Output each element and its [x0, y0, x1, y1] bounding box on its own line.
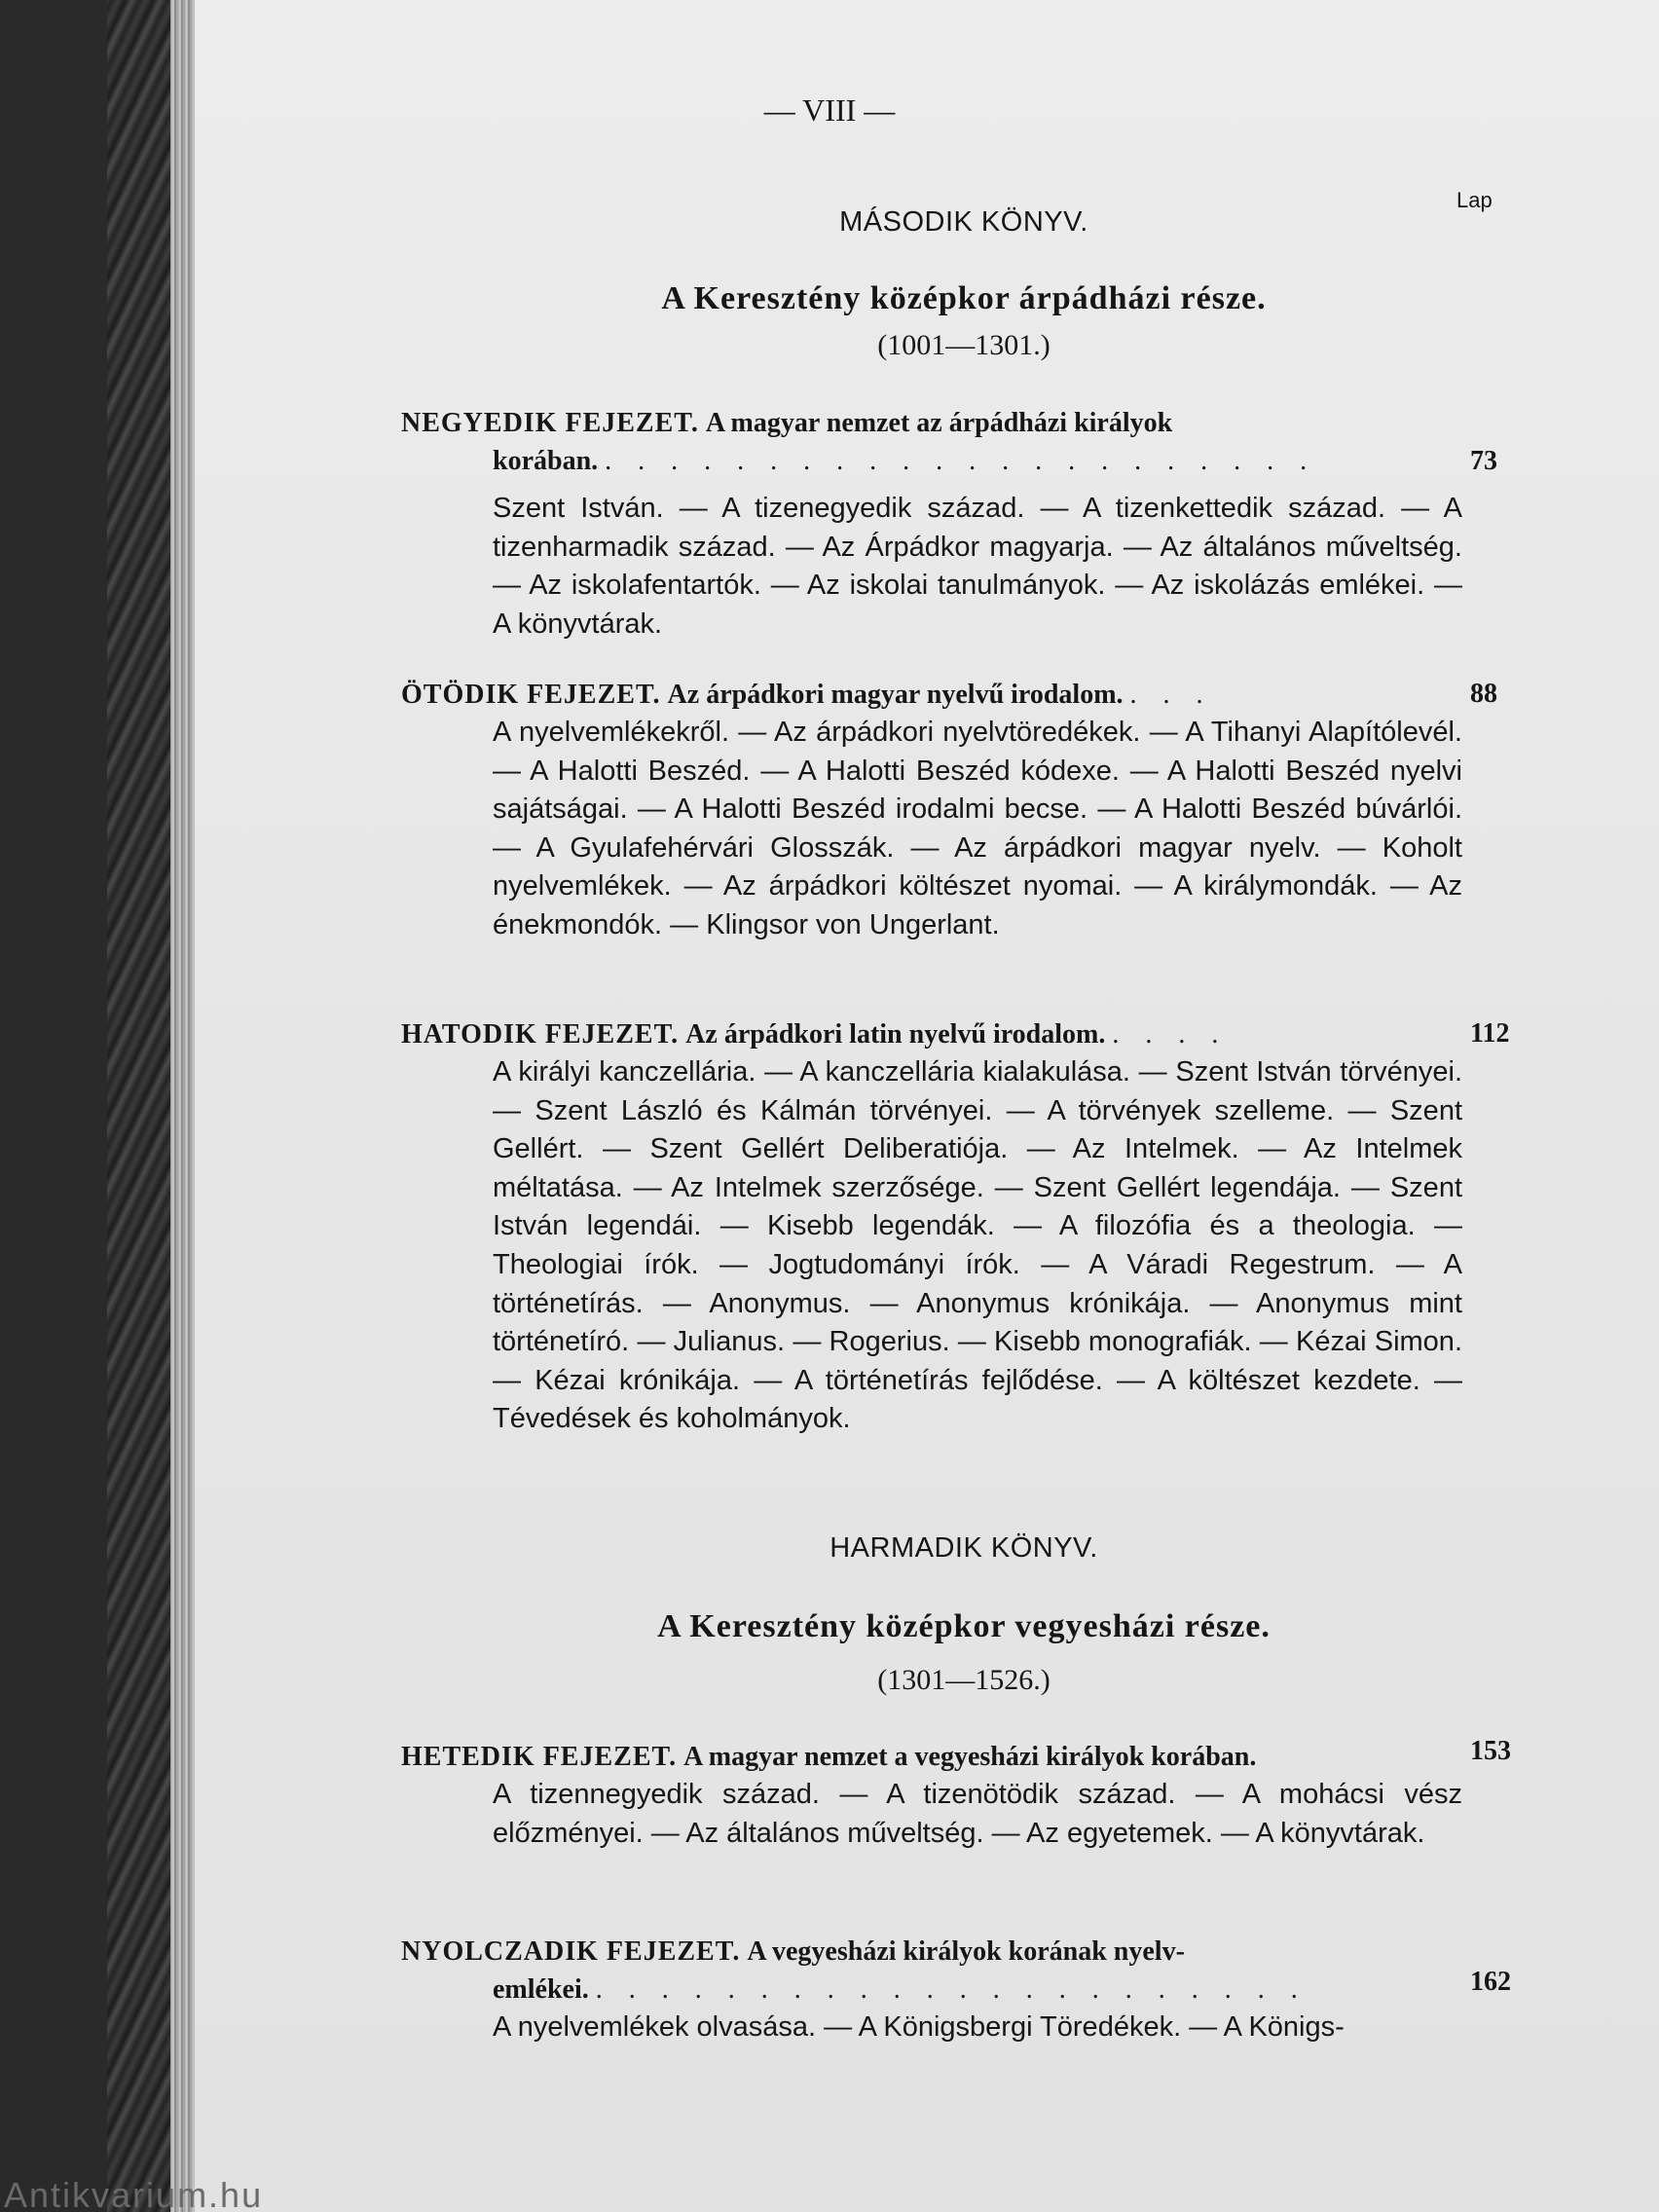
book-heading-3: HARMADIK KÖNYV. [830, 1532, 1098, 1564]
chapter-4-heading [401, 404, 1462, 480]
page-number: — VIII — [763, 92, 896, 128]
lap-label: Lap [1456, 188, 1493, 212]
chapter-8-heading [401, 1933, 1462, 2009]
book-title-2: A Keresztény középkor árpádházi része. [661, 280, 1267, 316]
chapter-8-title-cont: emlékei. [493, 1974, 589, 2005]
chapter-4-page: 73 [1470, 446, 1497, 476]
chapter-6-label: HATODIK FEJEZET. [401, 1019, 680, 1050]
book-years-2: (1001—1301.) [877, 329, 1051, 361]
chapter-7-title: A magyar nemzet a vegyesházi királyok korában. [683, 1742, 1257, 1772]
chapter-6-contents: A királyi kanczellária. — A kanczellária kialakulása. — Szent István törvényei. — Szent László és Kálmán törvényei. — A törvények szelleme. — Szent Gellért. — Szent Gellért Deliberatiója. — Az Intelmek. — Az Intelmek méltatása. — Az Intelmek szerzősége. — Szent Gellért legendája. — Szent István legendái. — Kisebb legendák. — A filozófia és a theologia. — Theologiai írók. — Jogtudományi írók. — A Váradi Regestrum. — A történetírás. — Anonymus. — Anonymus krónikája. — Anonymus mint történetíró. — Julianus. — Rogerius. — Kisebb monografiák. — Kézai Simon. — Kézai krónikája. — A történetírás fejlődése. — A költészet kezdete. — Tévedések és koholmányok. [493, 1056, 1462, 1435]
book-years-3: (1301—1526.) [877, 1664, 1051, 1696]
chapter-6-heading [401, 1015, 1462, 1053]
watermark: Antikvarium.hu [4, 2179, 264, 2212]
chapter-5-dots: . . . [1129, 680, 1213, 710]
chapter-7-contents: A tizennegyedik század. — A tizenötödik század. — A mohácsi vész előzményei. — Az általános műveltség. — Az egyetemek. — A könyvtárak. [493, 1779, 1462, 1849]
chapter-6-title: Az árpádkori latin nyelvű irodalom. [685, 1019, 1106, 1050]
chapter-8-contents: A nyelvemlékek olvasása. — A Königsbergi Töredékek. — A Königs- [493, 2011, 1345, 2043]
chapter-4-label: NEGYEDIK FEJEZET. [401, 408, 699, 438]
chapter-8-label: NYOLCZADIK FEJEZET. [401, 1936, 741, 1967]
book-heading-2: MÁSODIK KÖNYV. [839, 206, 1088, 238]
chapter-4 [401, 404, 1462, 644]
chapter-6-dots: . . . . [1112, 1019, 1229, 1050]
chapter-5-heading [401, 676, 1462, 714]
book-binding [0, 0, 195, 2212]
chapter-6-page: 112 [1470, 1018, 1510, 1049]
chapter-8 [401, 1933, 1462, 2047]
chapter-7-heading [401, 1738, 1462, 1776]
book-title-3: A Keresztény középkor vegyesházi része. [657, 1608, 1271, 1644]
chapter-5-page: 88 [1470, 679, 1497, 709]
chapter-4-title-cont: korában. [493, 446, 599, 476]
chapter-4-contents: Szent István. — A tizenegyedik század. — A tizenkettedik század. — A tizenharmadik század. — Az Árpádkor magyarja. — Az általános műveltség. — Az iskolafentartók. — Az iskolai tanulmányok. — Az iskolázás emlékei. — A könyvtárak. [493, 493, 1462, 640]
chapter-8-dots: . . . . . . . . . . . . . . . . . . . . . . [595, 1974, 1308, 2005]
chapter-7-page: 153 [1470, 1736, 1511, 1766]
chapter-4-title: A magyar nemzet az árpádházi királyok [705, 408, 1173, 438]
chapter-4-dots: . . . . . . . . . . . . . . . . . . . . . . [605, 446, 1317, 476]
chapter-5-contents: A nyelvemlékekről. — Az árpádkori nyelvtöredékek. — A Tihanyi Alapítólevél. — A Halotti Beszéd. — A Halotti Beszéd kódexe. — A Halotti Beszéd nyelvi sajátságai. — A Halotti Beszéd irodalmi becse. — A Halotti Beszéd búvárlói. — A Gyulafehérvári Glosszák. — Az árpádkori magyar nyelv. — Koholt nyelvemlékek. — Az árpádkori költészet nyomai. — A királymondák. — Az énekmondók. — Klingsor von Ungerlant. [493, 717, 1462, 940]
chapter-5-title: Az árpádkori magyar nyelvű irodalom. [667, 680, 1124, 710]
chapter-5-label: ÖTÖDIK FEJEZET. [401, 680, 661, 710]
chapter-6 [401, 1015, 1462, 1439]
chapter-7-label: HETEDIK FEJEZET. [401, 1742, 678, 1772]
chapter-7 [401, 1738, 1462, 1853]
chapter-8-title: A vegyesházi királyok korának nyelv- [747, 1936, 1185, 1967]
chapter-5 [401, 676, 1462, 945]
chapter-8-page: 162 [1470, 1967, 1511, 1997]
